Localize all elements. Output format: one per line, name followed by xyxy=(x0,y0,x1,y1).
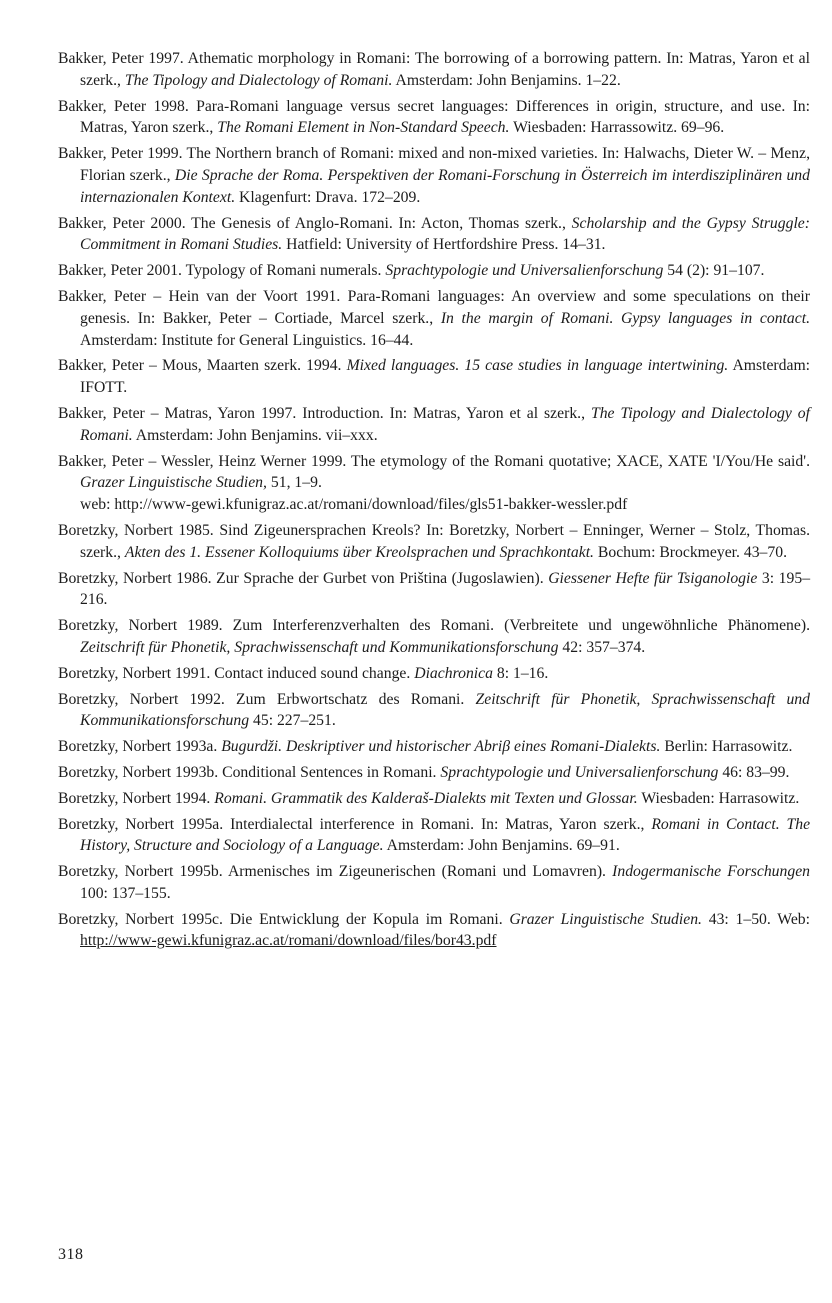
ref-author: Boretzky, Norbert 1989. xyxy=(58,617,223,635)
ref-title: Indogermanische Forschungen xyxy=(612,863,810,881)
ref-publication: Berlin: Harrasowitz. xyxy=(664,738,793,756)
ref-publication: Wiesbaden: Harrasowitz. xyxy=(641,789,800,807)
ref-publication: Amsterdam: IFOTT. xyxy=(80,357,811,397)
ref-text: Athematic morphology in Romani: The borrowing of a borrowing pattern. In: Matras, Yaron et al szerk., xyxy=(80,50,810,89)
reference-entry xyxy=(58,861,810,905)
ref-author: Boretzky, Norbert 1985. xyxy=(58,521,214,539)
ref-web-link[interactable]: web: http://www-gewi.kfunigraz.ac.at/romani/download/files/gls51-bakker-wessler.pdf xyxy=(80,496,628,514)
ref-title: In the margin of Romani. Gypsy languages in contact. xyxy=(440,309,810,327)
ref-text: Para-Romani languages: An overview and some speculations on their genesis. In: Bakker, Peter – Cortiade, Marcel szerk., xyxy=(80,287,811,327)
reference-entry xyxy=(58,213,810,257)
ref-publication: 3: 195–216. xyxy=(80,569,811,609)
ref-author: Boretzky, Norbert 1994. xyxy=(58,789,211,807)
ref-publication: Amsterdam: John Benjamins. vii–xxx. xyxy=(135,426,378,444)
ref-text: Typology of Romani numerals. xyxy=(185,262,382,280)
ref-title: The Tipology and Dialectology of Romani. xyxy=(80,404,811,444)
ref-web-label: Web: xyxy=(777,910,810,928)
ref-author: Boretzky, Norbert 1995c. xyxy=(58,910,223,928)
ref-author: Bakker, Peter 2001. xyxy=(58,262,182,280)
ref-text: Interdialectal interference in Romani. In: Matras, Yaron szerk., xyxy=(230,815,645,833)
ref-publication: Amsterdam: Institute for General Linguistics. 16–44. xyxy=(80,331,414,349)
ref-text: Zum Erbwortschatz des Romani. xyxy=(236,690,465,708)
ref-publication: Bochum: Brockmeyer. 43–70. xyxy=(597,543,787,561)
ref-publication: 8: 1–16. xyxy=(496,664,549,682)
ref-author: Boretzky, Norbert 1991. xyxy=(58,664,211,682)
ref-author: Bakker, Peter – Mous, Maarten szerk. 1994. xyxy=(58,357,342,375)
ref-title: Zeitschrift für Phonetik, Sprachwissenschaft und Kommunikationsforschung xyxy=(80,638,559,656)
reference-entry xyxy=(58,403,810,447)
ref-publication: Amsterdam: John Benjamins. 69–91. xyxy=(386,837,620,855)
ref-author: Bakker, Peter – Wessler, Heinz Werner 1999. xyxy=(58,452,347,470)
ref-author: Bakker, Peter 1998. xyxy=(58,97,189,115)
ref-publication: 51, 1–9. xyxy=(270,474,322,492)
ref-author: Boretzky, Norbert 1993b. xyxy=(58,763,219,781)
ref-web-link[interactable]: http://www-gewi.kfunigraz.ac.at/romani/download/files/bor43.pdf xyxy=(80,932,497,950)
ref-publication: 42: 357–374. xyxy=(562,638,646,656)
reference-entry xyxy=(58,48,810,92)
reference-entry xyxy=(58,736,810,758)
ref-text: Para-Romani language versus secret languages: Differences in origin, structure, and use. In: Matras, Yaron szerk., xyxy=(80,97,810,137)
reference-entry xyxy=(58,762,810,784)
ref-publication: 100: 137–155. xyxy=(80,884,171,902)
ref-author: Bakker, Peter – Matras, Yaron 1997. xyxy=(58,404,297,422)
ref-title: Giessener Hefte für Tsiganologie xyxy=(548,569,758,587)
ref-title: Scholarship and the Gypsy Struggle: Commitment in Romani Studies. xyxy=(80,214,810,254)
reference-entry xyxy=(58,260,810,282)
ref-author: Bakker, Peter 1999. xyxy=(58,145,183,163)
ref-title: Akten des 1. Essener Kolloquiums über Kreolsprachen und Sprachkontakt. xyxy=(124,543,594,561)
ref-author: Boretzky, Norbert 1995a. xyxy=(58,815,224,833)
ref-text: Introduction. In: Matras, Yaron et al szerk., xyxy=(302,404,586,422)
ref-title: Bugurdži. Deskriptiver und historischer Abriβ eines Romani-Dialekts. xyxy=(221,738,661,756)
reference-entry xyxy=(58,689,810,733)
ref-title: Romani. Grammatik des Kalderaš-Dialekts mit Texten und Glossar. xyxy=(214,789,638,807)
ref-text: Die Entwicklung der Kopula im Romani. xyxy=(229,910,503,928)
reference-entry xyxy=(58,451,810,516)
reference-entry xyxy=(58,814,810,858)
ref-author: Boretzky, Norbert 1986. xyxy=(58,569,212,587)
reference-entry xyxy=(58,286,810,351)
ref-text: Contact induced sound change. xyxy=(214,664,411,682)
reference-entry xyxy=(58,909,810,953)
ref-publication: 46: 83–99. xyxy=(722,763,790,781)
ref-text: The Genesis of Anglo-Romani. In: Acton, Thomas szerk., xyxy=(191,214,566,232)
ref-title: Grazer Linguistische Studien, xyxy=(80,474,267,492)
ref-title: Sprachtypologie und Universalienforschung xyxy=(385,262,664,280)
reference-entry xyxy=(58,96,810,140)
ref-title: Romani in Contact. The History, Structure and Sociology of a Language. xyxy=(80,815,811,855)
ref-title: Die Sprache der Roma. Perspektiven der Romani-Forschung in Österreich im interdisziplinären und internazionalen Kontext. xyxy=(80,166,810,206)
ref-text: Conditional Sentences in Romani. xyxy=(222,763,437,781)
ref-author: Boretzky, Norbert 1992. xyxy=(58,690,225,708)
reference-entry xyxy=(58,663,810,685)
reference-entry xyxy=(58,615,810,659)
reference-entry xyxy=(58,520,810,564)
bibliography-list xyxy=(58,48,810,956)
ref-publication: Hatfield: University of Hertfordshire Press. 14–31. xyxy=(286,236,606,254)
ref-title: Grazer Linguistische Studien. xyxy=(509,910,702,928)
page-number: 318 xyxy=(58,1246,84,1263)
ref-text: The etymology of the Romani quotative; XACE, XATE 'I/You/He said'. xyxy=(350,452,811,470)
ref-publication: 43: 1–50. xyxy=(708,910,771,928)
ref-publication: Klagenfurt: Drava. 172–209. xyxy=(239,188,421,206)
ref-author: Bakker, Peter 2000. xyxy=(58,214,186,232)
ref-publication: Wiesbaden: Harrassowitz. 69–96. xyxy=(513,119,725,137)
reference-entry xyxy=(58,143,810,208)
ref-title: The Romani Element in Non-Standard Speech. xyxy=(217,119,510,137)
ref-author: Bakker, Peter – Hein van der Voort 1991. xyxy=(58,287,341,305)
ref-title: Sprachtypologie und Universalienforschung xyxy=(440,763,719,781)
reference-entry xyxy=(58,355,810,399)
ref-text: Sind Zigeunersprachen Kreols? In: Boretzky, Norbert – Enninger, Werner – Stolz, Thomas. szerk., xyxy=(80,521,810,561)
ref-title: Diachronica xyxy=(414,664,493,682)
ref-title: The Tipology and Dialectology of Romani. xyxy=(124,71,393,89)
ref-text: Armenisches im Zigeunerischen (Romani und Lomavren). xyxy=(227,863,606,881)
ref-publication: Amsterdam: John Benjamins. 1–22. xyxy=(395,71,621,89)
reference-entry xyxy=(58,568,810,612)
ref-text: Zur Sprache der Gurbet von Priština (Jugoslawien). xyxy=(216,569,544,587)
ref-publication: 54 (2): 91–107. xyxy=(667,262,765,280)
ref-title: Mixed languages. 15 case studies in language intertwining. xyxy=(346,357,729,375)
ref-author: Boretzky, Norbert 1995b. xyxy=(58,863,223,881)
ref-publication: 45: 227–251. xyxy=(253,712,336,730)
ref-author: Boretzky, Norbert 1993a. xyxy=(58,738,218,756)
ref-author: Bakker, Peter 1997. xyxy=(58,50,184,67)
ref-text: The Northern branch of Romani: mixed and non-mixed varieties. In: Halwachs, Dieter W. – Menz, Florian szerk., xyxy=(80,145,811,184)
ref-title: Zeitschrift für Phonetik, Sprachwissenschaft und Kommunikationsforschung xyxy=(80,690,810,730)
ref-text: Zum Interferenzverhalten des Romani. (Verbreitete und ungewöhnliche Phänomene). xyxy=(232,617,810,635)
reference-entry xyxy=(58,788,810,810)
